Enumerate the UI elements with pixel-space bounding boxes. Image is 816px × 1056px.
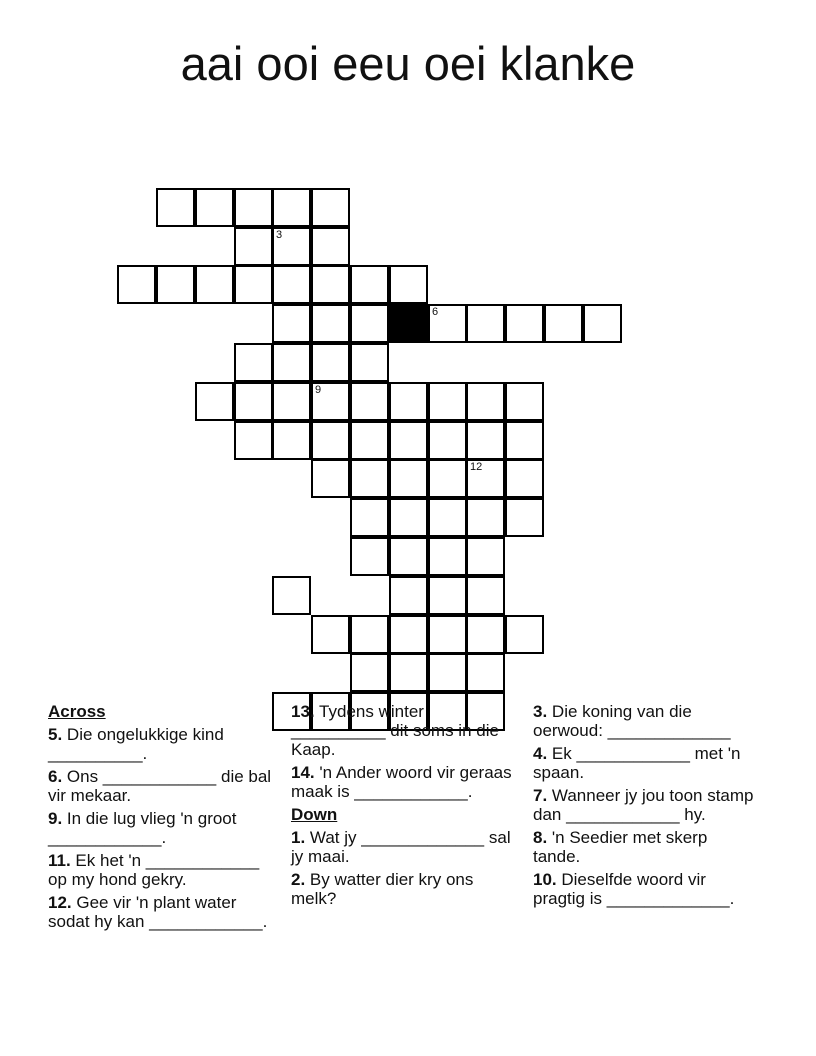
clue-text: In die lug vlieg 'n groot ____________. [48,809,237,847]
clue-text: Ek het 'n ____________ op my hond gekry. [48,851,260,889]
grid-cell[interactable] [428,421,467,460]
grid-cell[interactable] [505,382,544,421]
clue-number: 14. [291,763,315,782]
clue-number: 11. [48,851,71,870]
clue-item [533,786,758,824]
grid-cell[interactable] [350,343,389,382]
grid-cell[interactable] [389,615,428,654]
grid-cell[interactable] [389,459,428,498]
clue-number: 1. [291,828,306,847]
clue-item [48,767,280,805]
clue-number-label: 6 [432,306,439,318]
clue-number: 13. [291,702,315,721]
grid-cell[interactable] [272,188,311,227]
grid-cell[interactable] [234,227,273,266]
clue-number: 5. [48,725,63,744]
clue-item [291,828,523,866]
clue-item [291,702,523,759]
clue-item [533,744,758,782]
clue-item [48,809,280,847]
grid-cell[interactable] [350,421,389,460]
clue-item [291,763,523,801]
grid-cell[interactable] [234,188,273,227]
grid-cell[interactable] [272,227,311,266]
grid-cell[interactable] [389,382,428,421]
grid-cell[interactable] [156,188,195,227]
clue-number: 12. [48,893,72,912]
clue-number: 2. [291,870,306,889]
down-heading: Down [291,805,338,824]
grid-cell[interactable] [350,304,389,343]
grid-cell[interactable] [389,537,428,576]
clue-item [533,870,758,908]
grid-cell[interactable] [311,304,350,343]
grid-cell[interactable] [466,576,505,615]
grid-cell[interactable] [466,304,505,343]
grid-cell[interactable] [350,537,389,576]
clue-item [533,702,758,740]
clue-item [48,851,280,889]
clue-text: Wat jy _____________ sal jy maai. [291,828,511,866]
grid-cell[interactable] [505,498,544,537]
grid-cell[interactable] [428,498,467,537]
clue-list-down-2 [533,702,758,908]
grid-cell[interactable] [195,382,234,421]
grid-cell[interactable] [505,615,544,654]
puzzle-title: aai ooi eeu oei klanke [180,37,636,90]
grid-cell[interactable] [195,188,234,227]
clue-number: 6. [48,767,63,786]
clue-item [48,893,280,931]
clues-column-1 [48,702,280,935]
clue-number-label: 9 [315,384,322,396]
clue-number: 9. [48,809,63,828]
grid-cell[interactable] [428,382,467,421]
black-cell [389,304,428,343]
grid-cell[interactable] [505,304,544,343]
grid-cell[interactable] [583,304,622,343]
clues-column-3 [533,702,758,912]
clue-list-across-2 [291,702,523,801]
grid-cell[interactable] [195,265,234,304]
grid-cell[interactable] [466,653,505,692]
grid-cell[interactable] [350,498,389,537]
grid-cell[interactable] [350,265,389,304]
grid-cell[interactable] [389,421,428,460]
clue-text: 'n Ander woord vir geraas maak is ____________. [291,763,512,801]
clues-column-2 [291,702,523,912]
grid-cell[interactable] [505,421,544,460]
grid-cell[interactable] [234,382,273,421]
grid-cell[interactable] [428,537,467,576]
grid-cell[interactable] [234,265,273,304]
grid-cell[interactable] [117,265,156,304]
clue-text: Gee vir 'n plant water sodat hy kan ____________. [48,893,268,931]
grid-cell[interactable] [428,576,467,615]
grid-cell[interactable] [350,653,389,692]
grid-cell[interactable] [466,459,505,498]
grid-cell[interactable] [505,459,544,498]
clue-text: Dieselfde woord vir pragtig is _____________. [533,870,735,908]
clue-text: Wanneer jy jou toon stamp dan ____________ hy. [533,786,754,824]
grid-cell[interactable] [466,498,505,537]
grid-cell[interactable] [544,304,583,343]
grid-cell[interactable] [466,421,505,460]
grid-cell[interactable] [272,382,311,421]
grid-cell[interactable] [389,653,428,692]
grid-cell[interactable] [311,343,350,382]
clue-item [533,828,758,866]
grid-cell[interactable] [311,265,350,304]
grid-cell[interactable] [311,615,350,654]
grid-cell[interactable] [389,265,428,304]
clue-number: 7. [533,786,548,805]
grid-cell[interactable] [389,576,428,615]
clue-text: Die ongelukkige kind __________. [48,725,224,763]
clue-text: 'n Seedier met skerp tande. [533,828,708,866]
clue-list-down-1 [291,828,523,908]
grid-cell[interactable] [272,421,311,460]
across-heading: Across [48,702,106,721]
clue-list-across-1 [48,725,280,931]
grid-cell[interactable] [311,421,350,460]
grid-cell[interactable] [234,421,273,460]
clue-text: Ek ____________ met 'n spaan. [533,744,741,782]
grid-cell[interactable] [428,653,467,692]
clue-text: Die koning van die oerwoud: _____________ [533,702,731,740]
clue-number-label: 12 [470,461,483,473]
grid-cell[interactable] [311,382,350,421]
clue-number: 8. [533,828,548,847]
clue-text: Ons ____________ die bal vir mekaar. [48,767,272,805]
clue-number: 4. [533,744,548,763]
grid-cell[interactable] [272,576,311,615]
grid-cell[interactable] [466,615,505,654]
grid-cell[interactable] [466,382,505,421]
grid-cell[interactable] [156,265,195,304]
clue-number: 3. [533,702,548,721]
grid-cell[interactable] [234,343,273,382]
clue-text: Tydens winter __________ dit soms in die Kaap. [291,702,499,759]
grid-cell[interactable] [428,615,467,654]
clue-number-label: 3 [276,229,283,241]
grid-cell[interactable] [350,459,389,498]
grid-cell[interactable] [311,188,350,227]
grid-cell[interactable] [272,265,311,304]
grid-cell[interactable] [311,459,350,498]
clue-number: 10. [533,870,557,889]
grid-cell[interactable] [428,459,467,498]
clue-item [48,725,280,763]
grid-cell[interactable] [389,498,428,537]
grid-cell[interactable] [466,537,505,576]
grid-cell[interactable] [311,227,350,266]
clue-text: By watter dier kry ons melk? [291,870,474,908]
grid-cell[interactable] [350,382,389,421]
grid-cell[interactable] [428,304,467,343]
grid-cell[interactable] [272,304,311,343]
clue-item [291,870,523,908]
grid-cell[interactable] [350,615,389,654]
grid-cell[interactable] [272,343,311,382]
